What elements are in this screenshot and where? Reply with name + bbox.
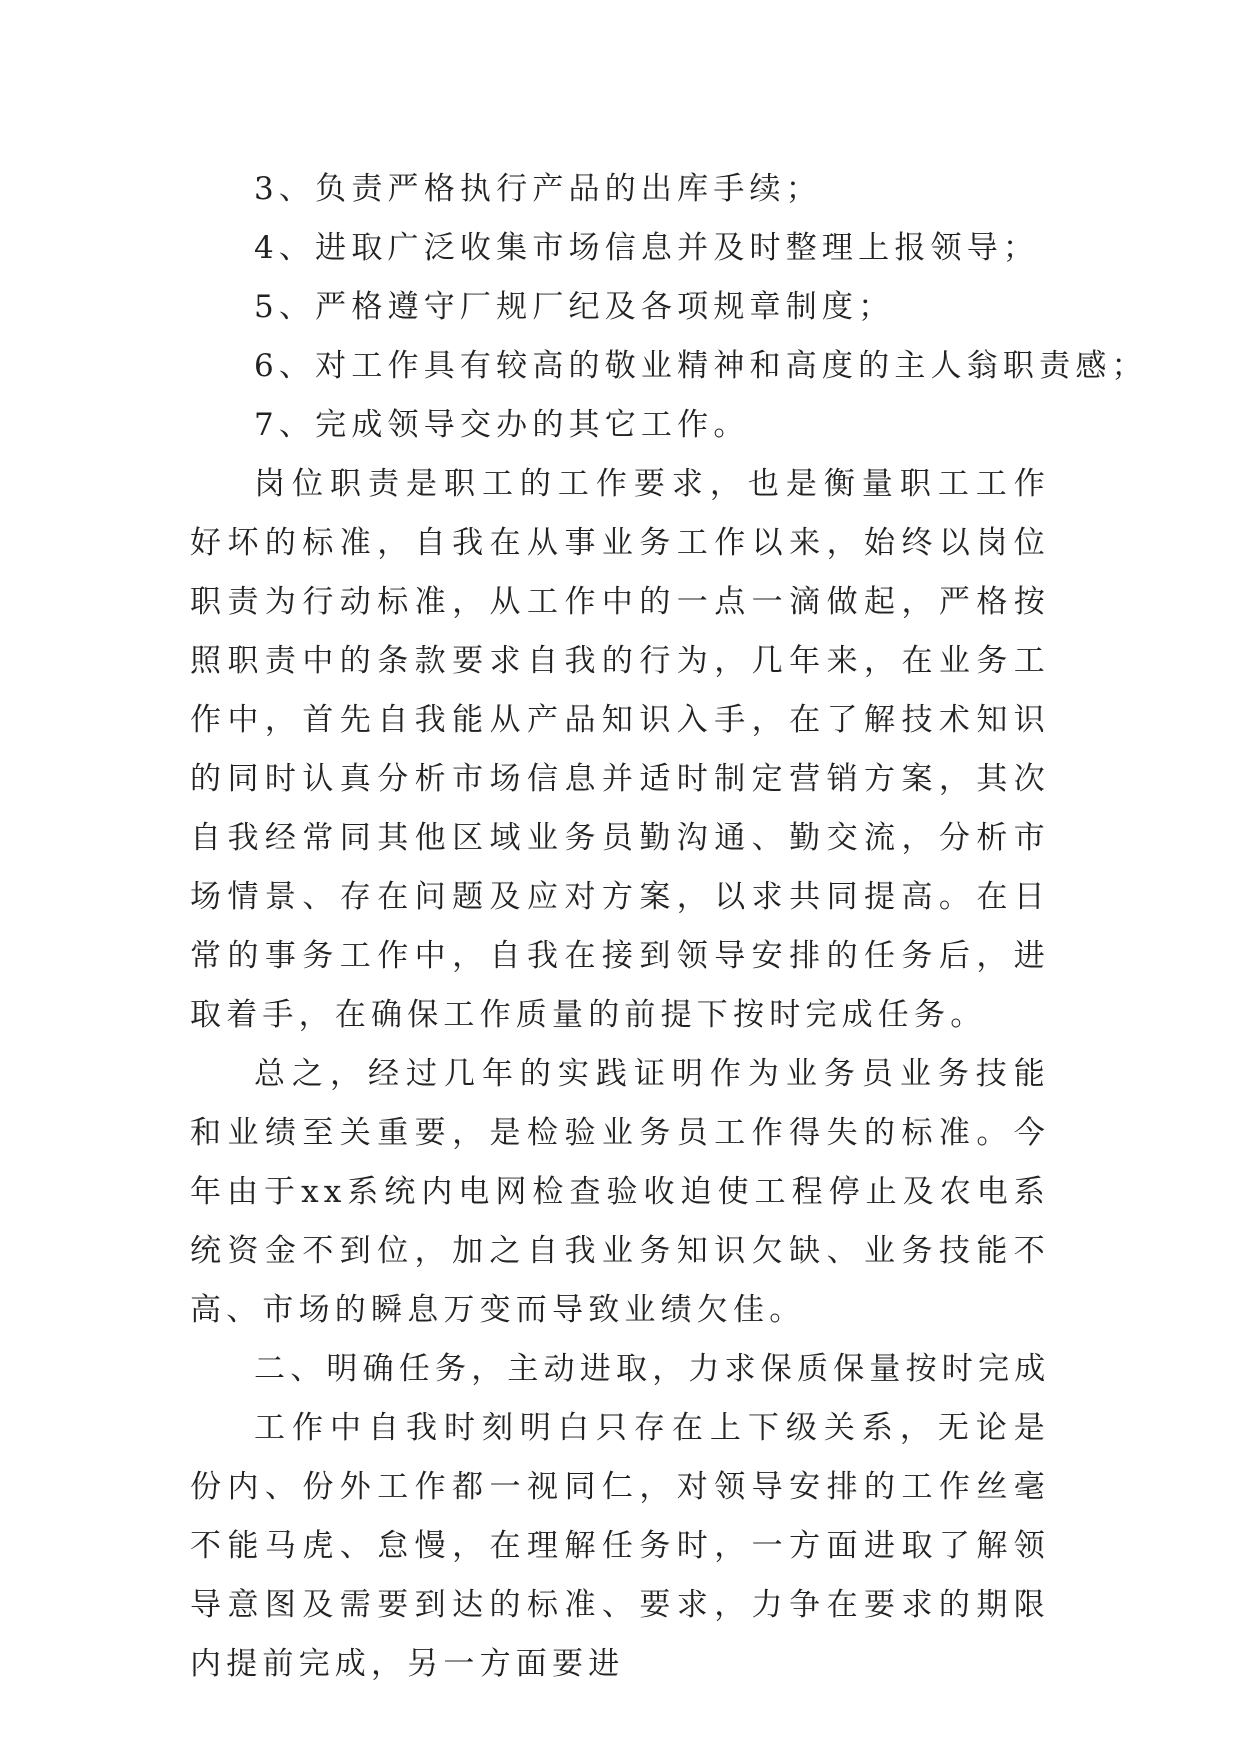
document-body [190,160,1148,1694]
list-item: 6、对工作具有较高的敬业精神和高度的主人翁职责感； [254,348,1148,384]
section-heading: 二、明确任务，主动进取，力求保质保量按时完成 [254,1351,1051,1387]
list-item: 7、完成领导交办的其它工作。 [254,407,750,443]
paragraph-job-duties: 岗位职责是职工的工作要求，也是衡量职工工作好坏的标准，自我在从事业务工作以来，始终以岗位职责为行动标准，从工作中的一点一滴做起，严格按照职责中的条款要求自我的行为，几年来，在业务工作中，首先自我能从产品知识入手，在了解技术知识的同时认真分析市场信息并适时制定营销方案，其次自我经常同其他区域业务员勤沟通、勤交流，分析市场情景、存在问题及应对方案，以求共同提高。在日常的事务工作中，自我在接到领导安排的任务后，进取着手，在确保工作质量的前提下按时完成任务。 [190,466,1050,1033]
paragraph-summary: 总之，经过几年的实践证明作为业务员业务技能和业绩至关重要，是检验业务员工作得失的标准。今年由于xx系统内电网检查验收迫使工程停止及农电系统资金不到位，加之自我业务知识欠缺、业务技能不高、市场的瞬息万变而导致业绩欠佳。 [190,1056,1050,1328]
paragraph-final: 工作中自我时刻明白只存在上下级关系，无论是份内、份外工作都一视同仁，对领导安排的工作丝毫不能马虎、怠慢，在理解任务时，一方面进取了解领导意图及需要到达的标准、要求，力争在要求的期限内提前完成，另一方面要进 [190,1410,1050,1682]
list-item: 3、负责严格执行产品的出库手续； [254,171,822,207]
list-item: 4、进取广泛收集市场信息并及时整理上报领导； [254,230,1040,266]
list-item: 5、严格遵守厂规厂纪及各项规章制度； [254,289,895,325]
